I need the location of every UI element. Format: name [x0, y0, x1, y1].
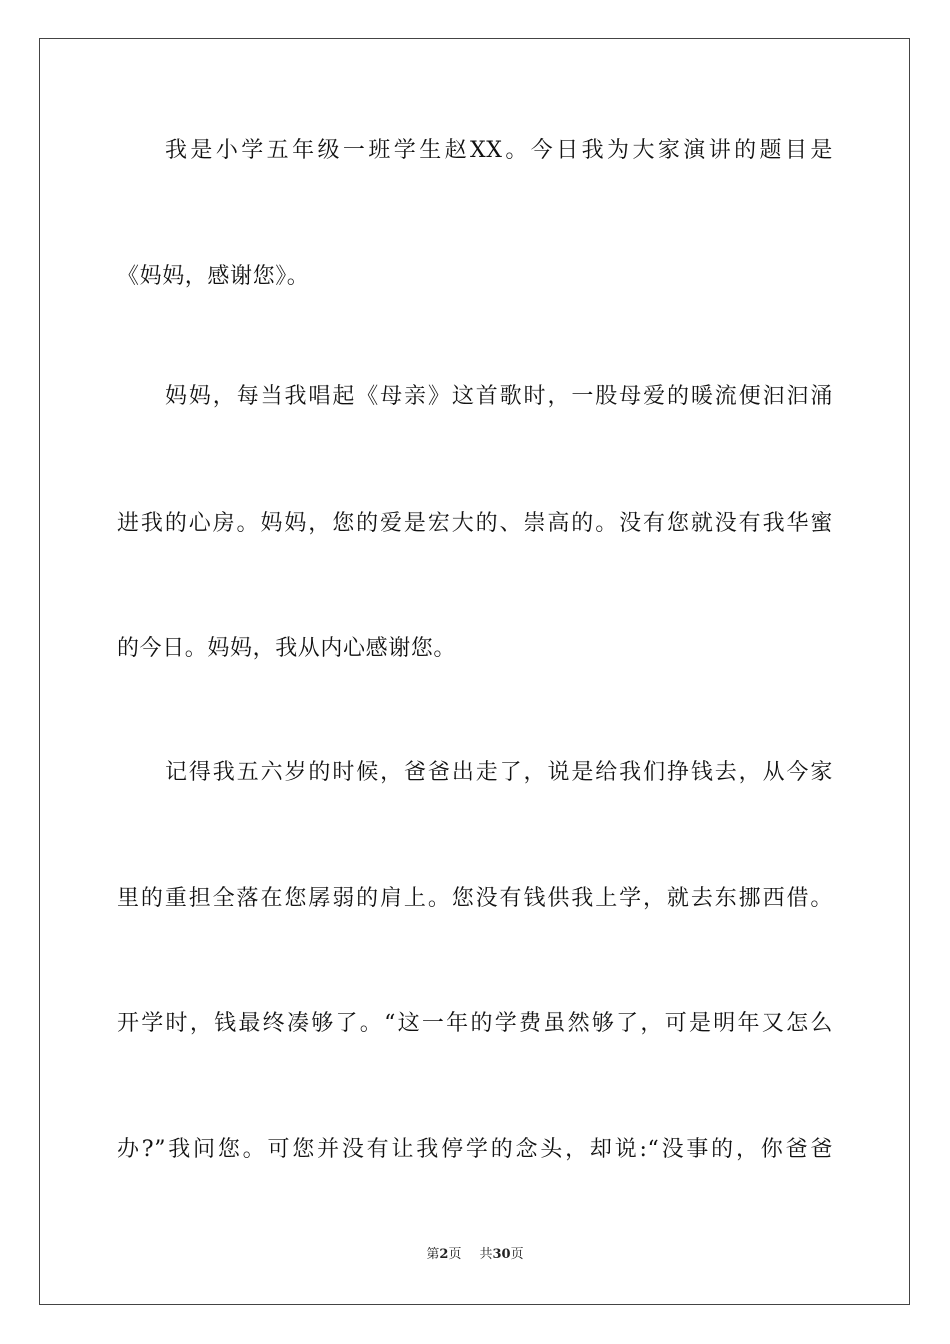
page-number: 2 — [439, 1247, 449, 1262]
page-prefix: 第 — [426, 1247, 440, 1262]
paragraph-2-line-3: 的今日。妈妈，我从内心感谢您。 — [117, 636, 457, 661]
paragraph-3-line-4: 办?”我问您。可您并没有让我停学的念头，却说:“没事的，你爸爸 — [117, 1137, 833, 1162]
total-suffix: 页 — [510, 1247, 524, 1262]
paragraph-2-line-2: 进我的心房。妈妈，您的爱是宏大的、崇高的。没有您就没有我华蜜 — [117, 511, 833, 536]
page-border — [39, 38, 910, 1305]
paragraph-2-line-1: 妈妈，每当我唱起《母亲》这首歌时，一股母爱的暖流便汩汩涌 — [165, 384, 833, 409]
paragraph-3-line-3: 开学时，钱最终凑够了。“这一年的学费虽然够了，可是明年又怎么 — [117, 1011, 833, 1036]
paragraph-1-line-2: 《妈妈，感谢您》。 — [117, 264, 310, 289]
page-suffix: 页 — [448, 1247, 462, 1262]
paragraph-3-line-2: 里的重担全落在您孱弱的肩上。您没有钱供我上学，就去东挪西借。 — [117, 886, 833, 911]
page-footer — [0, 1246, 950, 1264]
paragraph-1-line-1: 我是小学五年级一班学生赵XX。今日我为大家演讲的题目是 — [165, 138, 833, 163]
total-prefix: 共 — [479, 1247, 493, 1262]
paragraph-3-line-1: 记得我五六岁的时候，爸爸出走了，说是给我们挣钱去，从今家 — [165, 760, 833, 785]
total-pages: 30 — [492, 1247, 511, 1262]
